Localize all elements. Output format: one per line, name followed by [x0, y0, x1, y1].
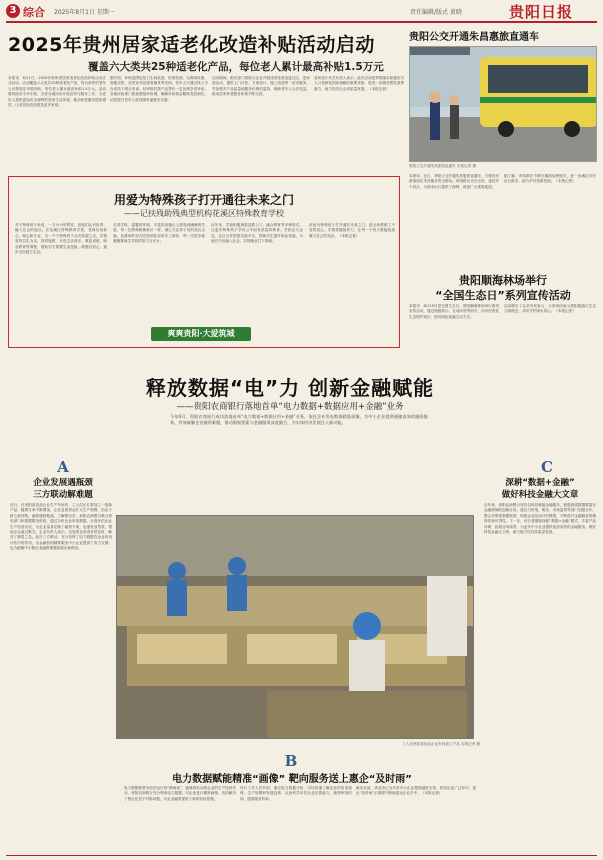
- section-b-letter: B: [284, 752, 298, 770]
- factory-illustration: [117, 516, 474, 739]
- section-a-letter: A: [57, 458, 69, 476]
- page-header: [6, 3, 597, 23]
- bus-photo-caption: 贵阳公交开通朱昌惠旅直通车 本报记者 摄: [409, 164, 476, 168]
- lead-body-col-2: 据介绍，补贴范围包括卫生间改造、防滑处理、无障碍设施、智能安防、适老家具及康复辅具等类别。老年人可通过线上平台或线下网点申请，经审核后按产品售价一定比例享受补贴。各地民政部门将加强组织协调，确保补贴资金精准发放到位，切实提升老年人获得感幸福感安全感。: [110, 76, 208, 102]
- feature-body-col-2: 走进学校，温馨的环境、丰富的设施让人感受到满满的关爱。每一位教师都像家长一样，细心关注孩子们的成长点滴。从简单的穿衣吃饭到复杂的手工制作，每一次进步都凝聚着师生共同的努力与汗水。: [113, 223, 205, 244]
- forestry-body-col-1: 本报讯 8月15日是全国生态日，贵阳顺海林场举行系列宣传活动，通过展板展示、互动问答等形式，向市民普及生态保护知识，倡导绿色低碳生活方式。: [409, 304, 499, 319]
- feature-body-col-4: 用爱为特殊孩子打开通往未来之门，是全体教职工不变的初心。学校将继续努力，让每一个孩子都能绽放属于自己的光彩。（本报记者）: [309, 223, 395, 238]
- feature-subheadline: ——记扶残助残典型机构花溪区特殊教育学校: [124, 209, 284, 218]
- bus-story-headline: 贵阳公交开通朱昌惠旅直通车: [409, 32, 539, 43]
- section-c-body: 近年来，贵阳农商银行坚持以科技赋能金融服务，积极探索数据要素在金融领域的创新应用。通过与供电、税务、市场监管等部门加强合作，整合多维度数据资源，构建企业信用评价模型，不断提升金融服务的精准性和可得性。下一步，该行将继续深耕“数据+金融”模式，丰富产品体系，拓展应用场景，为更多中小企业提供优质高效的金融服务，做好科技金融大文章，助力地方经济高质量发展。: [484, 503, 596, 535]
- section-number: 3: [6, 4, 20, 18]
- footer-rule: [6, 855, 597, 856]
- big-feature-headline: 释放数据“电”力 创新金融赋能: [145, 376, 435, 400]
- factory-photo: [116, 515, 474, 739]
- lead-subheadline: 覆盖六大类共25种适老化产品，每位老人累计最高补贴1.5万元: [88, 61, 384, 73]
- masthead-logo: 贵阳日报: [509, 3, 574, 21]
- section-c-headline-1: 深耕“数据+金融”: [505, 478, 575, 488]
- section-b-headline: 电力数据赋能精准“画像” 靶向服务送上惠企“及时雨”: [172, 774, 412, 785]
- issue-date: 2025年8月1日 星期一: [54, 9, 115, 16]
- feature-badge: 爽爽贵阳·大爱筑城: [151, 327, 251, 341]
- bus-illustration: [410, 47, 597, 162]
- section-a-headline-1: 企业发展遇瓶颈: [33, 478, 93, 488]
- feature-headline: 用爱为特殊孩子打开通往未来之门: [113, 193, 294, 207]
- factory-photo-caption: 工人在贵阳某食品企业车间加工产品 本报记者 摄: [402, 742, 480, 746]
- section-b-body-col-2: 该行工作人员介绍，通过电力数据分析，可以快速了解企业的用电规律、生产规模和发展趋势，从而科学评估企业还款能力，缩短审批时间，提高服务效率。: [240, 786, 352, 801]
- section-c-letter: C: [541, 458, 553, 476]
- section-a-headline-2: 三方联动解难题: [33, 490, 93, 500]
- section-b-body-col-1: 电力数据被誉为经济运行的“晴雨表”，能够真实反映企业的生产经营状况。贵阳农商银行充分利用电力数据，对企业进行精准画像，有效解决了银企信息不对称问题，为企业融资提供了新的信用依据。: [124, 786, 236, 801]
- forestry-headline-2: “全国生态日”系列宣传活动: [435, 289, 571, 302]
- section-b-body-col-3: 截至目前，该业务已为多家中小企业提供融资支持，获得企业广泛好评，惠企“及时雨”正源源不断地送达企业手中。（本报记者）: [356, 786, 476, 796]
- bus-story: [409, 28, 597, 168]
- section-name: 综合: [23, 6, 45, 19]
- lead-headline: 2025年贵州居家适老化改造补贴活动启动: [8, 34, 375, 56]
- feature-body-col-3: 近年来，学校积极探索送教上门、融合教育等多种形式，让更多特殊孩子享有公平而有质量的教育。学校还与企业、社区合作搭建实践平台，帮助学生提升职业技能，为他们今后融入社会、实现就业打下基础。: [211, 223, 303, 244]
- feature-body-col-1: 对于特殊孩子来说，一方小小的教室，是他们认识世界、融入社会的起点。在花溪区特殊教育学校，老师们用爱心、耐心和专业，为一个个特殊孩子点亮希望之光。学校坚持以生为本，因材施教，开设生活适应、康复训练、职业教育等课程，帮助学生掌握生活技能，增强自信心，逐步走向独立生活。: [15, 223, 107, 255]
- forestry-body-col-2: 活动吸引了众多市民参与，大家纷纷表示将积极践行生态文明理念，共同守护绿水青山。（本报记者）: [504, 304, 596, 314]
- section-a-body: 近日，在贵阳某食品企业生产车间内，工人们正忙着加工一批新产品。随着订单不断增加，企业急需资金扩大生产规模，但由于缺乏抵押物，融资遇到瓶颈。了解情况后，贵阳农商银行联合供电部门和数据服务机构，通过分析企业用电数据，全面评估企业生产经营状况，为企业量身定制了融资方案，迅速发放贷款，帮助企业渡过难关。企业负责人表示，这笔资金来得非常及时，解决了燃眉之急。此次三方联动，充分发挥了电力数据在企业信用评估中的作用，为金融机构精准服务中小企业提供了有力支撑，也为破解中小微企业融资难题探索出新路径。: [10, 503, 112, 551]
- lead-body-col-4: 省民政厅有关负责人表示，此次活动是贯彻落实积极应对人口老龄化国家战略的重要举措，将进一步激发银发消费潜力，助力经济社会高质量发展。（本报记者）: [314, 76, 404, 91]
- big-feature-subheadline: ——贵阳农商银行落地首单“电力数据+数据应用+金融”业务: [176, 402, 404, 412]
- lead-body-col-3: 活动期间，相关部门将联合企业开展适老化改造进社区、进家庭活动，提供上门评估、方案设计、施工改造等一站式服务，并加强对产品质量和服务价格的监管，保障老年人合法权益，推动居家养老服务体系不断完善。: [212, 76, 310, 97]
- editor-credits: 责任编辑/版式 黄晓: [410, 9, 462, 16]
- big-feature-intro: 今年6月，贵阳农商银行成功落地首单“电力数据+数据应用+金融”业务，依托企业用电数据精准画像，为中小企业提供便捷高效的融资服务，有效破解企业融资难题，推动数据要素与金融服务深度融合，为实体经济发展注入新动能。: [170, 414, 428, 425]
- lead-body-col-1: 本报讯 8月1日，2025年贵州省居家适老化改造补贴活动正式启动。活动覆盖六大类共25种适老化产品，符合条件的老年人可按规定申领补贴，每位老人累计最高补贴1.5万元。活动将持续至今年年底，全省各地同步开展宣传与服务工作，为老年人提供更加安全便利的居家生活环境，推动养老服务提质增效，让适老化改造惠及更多家庭。: [8, 76, 106, 108]
- section-c-headline-2: 做好科技金融大文章: [501, 490, 579, 500]
- bus-body-col-2: 据了解，该线路在节假日期间加密班次，进一步满足市民出行需求，助力乡村旅游发展。（本报记者）: [504, 174, 596, 184]
- bus-photo: [409, 46, 597, 162]
- feature-box: [8, 176, 400, 348]
- forestry-headline-1: 贵阳顺海林场举行: [459, 274, 547, 287]
- bus-body-col-1: 本报讯 近日，贵阳公交开通朱昌惠旅直通车，方便市民游客前往朱昌镇各景点游玩。该线路从市区出发，途经多个站点，为周末出行提供了便利，深受广大乘客欢迎。: [409, 174, 499, 189]
